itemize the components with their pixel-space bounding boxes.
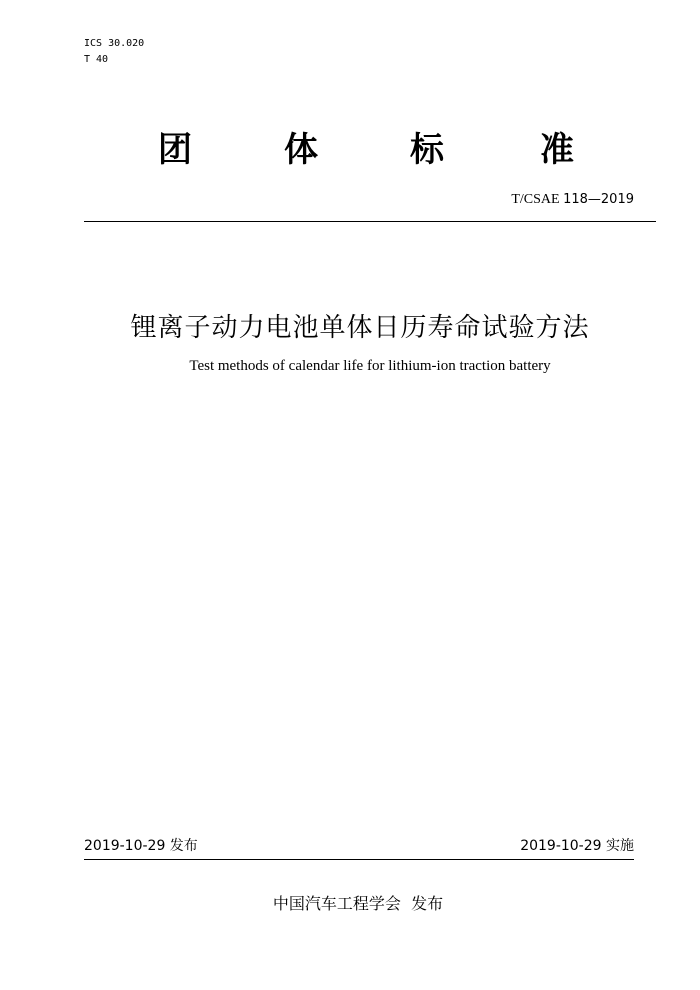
classification-codes [84, 36, 144, 68]
standard-type-char: 团 [158, 130, 192, 170]
ics-code: ICS 30.020 [84, 38, 145, 49]
standard-number-value: 118—2019 [563, 192, 634, 207]
standard-type-char: 标 [410, 130, 444, 170]
header-divider [84, 221, 656, 222]
standard-type-char: 准 [540, 130, 574, 170]
standard-type-char: 体 [284, 130, 318, 170]
standard-type-heading [0, 126, 700, 174]
issue-date: 2019-10-29 发布 [84, 838, 198, 854]
document-title-en: Test methods of calendar life for lithium-ion traction battery [189, 358, 551, 374]
implementation-date: 2019-10-29 实施 [520, 838, 634, 854]
standard-number-prefix: T/CSAE [511, 192, 564, 207]
publisher: 中国汽车工程学会 发布 [272, 894, 444, 913]
document-title-zh: 锂离子动力电池单体日历寿命试验方法 [130, 313, 590, 343]
ccs-code: T 40 [84, 54, 109, 65]
standard-number [511, 191, 634, 209]
footer-divider [84, 859, 634, 860]
